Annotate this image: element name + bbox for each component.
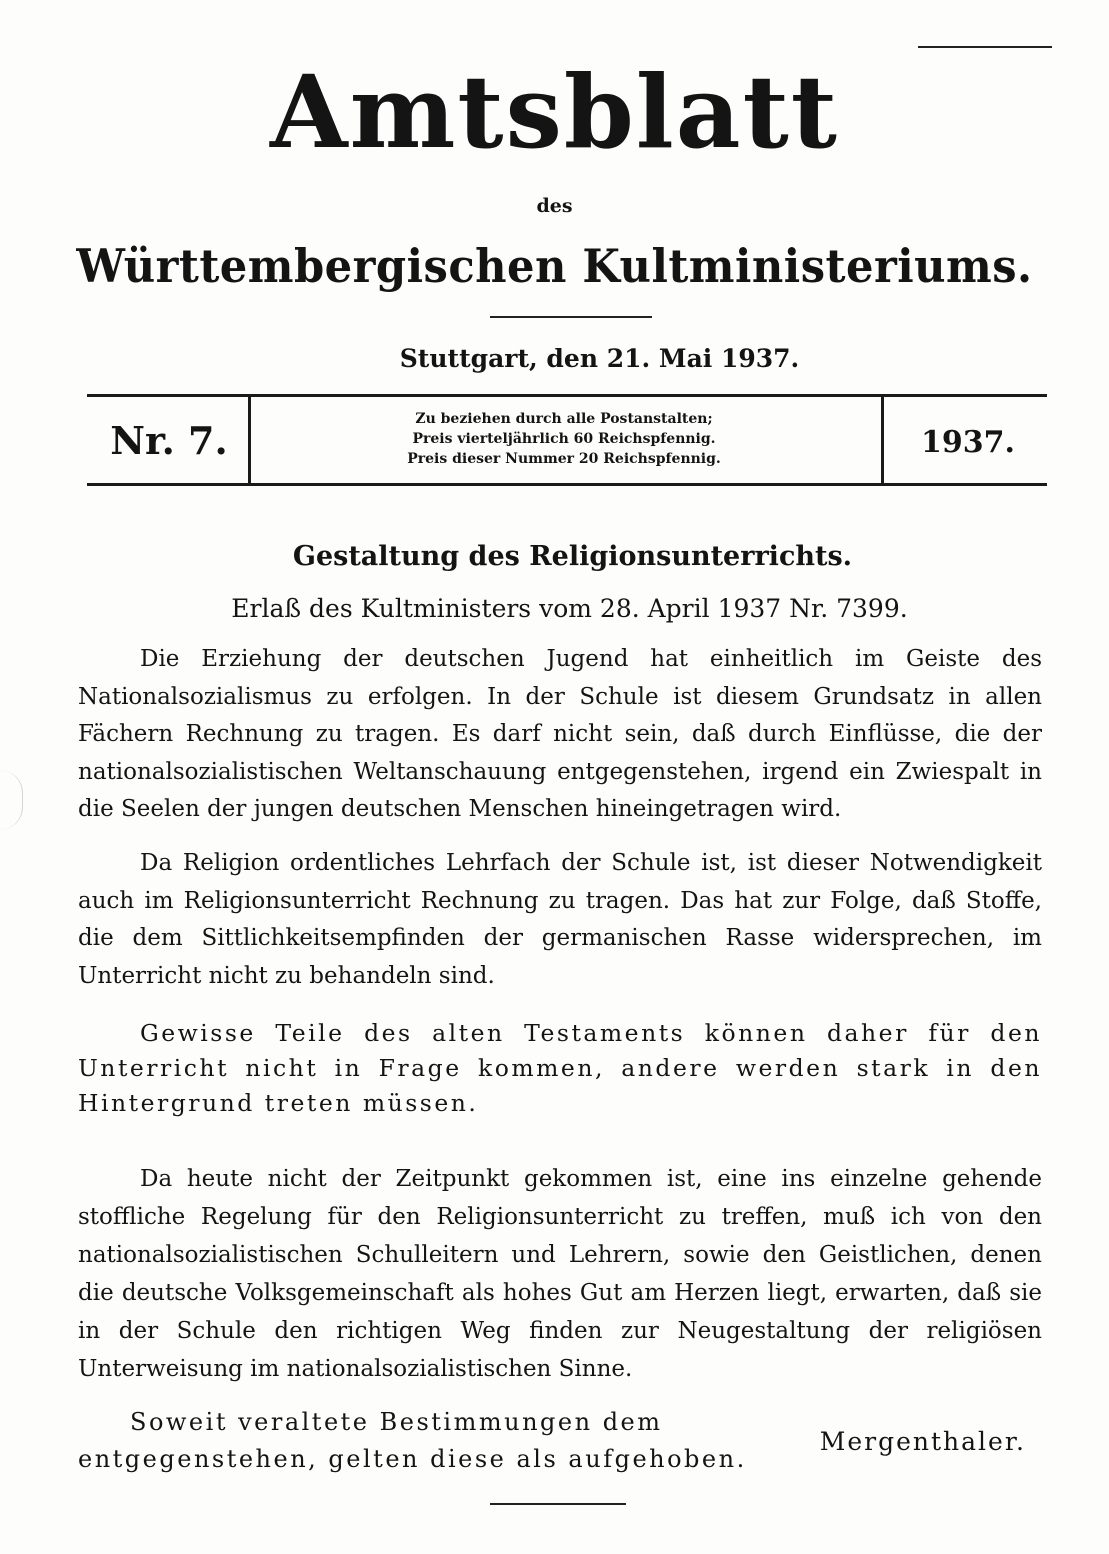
article-paragraph: Die Erziehung der deutschen Jugend hat einheitlich im Geiste des Nationalsozialismus zu erfolgen. In der Schule ist diesem Grundsatz in allen Fächern Rechnung zu tragen. Es darf nicht sein, daß durch Einflüsse, die der nationalsozialistischen Weltanschauung entgegenstehen, irgend ein Zwiespalt in die Seelen der jungen deutschen Menschen hineingetragen wird.	[78, 646, 1042, 823]
masthead-subtitle: Württembergischen Kultministeriums.	[76, 239, 1033, 293]
article-paragraph: Da heute nicht der Zeitpunkt gekommen ist, eine ins einzelne gehende stoffliche Regelung für den Religionsunterricht zu treffen, muß ich von den nationalsozialistischen Schulleitern und Lehrern, sowie den Geistlichen, denen die deutsche Volksgemeinschaft als hohes Gut am Herzen liegt, erwarten, daß sie in der Schule den richtigen Weg finden zur Neugestaltung der religiösen Unterweisung im nationalsozialistischen Sinne.	[78, 1166, 1042, 1382]
info-box-separator	[881, 397, 884, 483]
pricing-line: Preis dieser Nummer 20 Reichspfennig.	[407, 451, 721, 467]
pricing-line: Preis vierteljährlich 60 Reichspfennig.	[412, 431, 716, 447]
article-paragraph: Da Religion ordentliches Lehrfach der Schule ist, ist dieser Notwendigkeit auch im Religionsunterricht Rechnung zu tragen. Das hat zur Folge, daß Stoffe, die dem Sittlichkeitsempfinden der germanischen Rasse widersprechen, im Unterricht nicht zu behandeln sind.	[78, 850, 1042, 989]
closing-divider	[490, 1503, 626, 1505]
masthead-divider	[490, 316, 652, 318]
pricing-info	[259, 409, 869, 469]
scan-margin-mark	[0, 770, 23, 830]
issue-info-box	[87, 394, 1047, 486]
info-box-separator	[248, 397, 251, 483]
article-paragraph: Soweit veraltete Bestimmungen dem entgegenstehen, gelten diese als aufgehoben.	[78, 1408, 747, 1473]
decree-reference: Erlaß des Kultministers vom 28. April 1937 Nr. 7399.	[231, 594, 908, 623]
corner-rule	[918, 46, 1052, 48]
dateline: Stuttgart, den 21. Mai 1937.	[399, 344, 800, 373]
masthead-title: Amtsblatt	[270, 53, 839, 171]
article-paragraph: Gewisse Teile des alten Testaments können daher für den Unterricht nicht in Frage kommen, andere werden stark in den Hintergrund treten müssen.	[78, 1019, 1042, 1117]
issue-year: 1937.	[921, 425, 1015, 460]
issue-number: Nr. 7.	[110, 418, 228, 463]
pricing-line: Zu beziehen durch alle Postanstalten;	[415, 411, 713, 427]
article-title: Gestaltung des Religionsunterrichts.	[292, 541, 853, 572]
masthead-des: des	[536, 195, 573, 217]
signature: Mergenthaler.	[819, 1427, 1026, 1456]
